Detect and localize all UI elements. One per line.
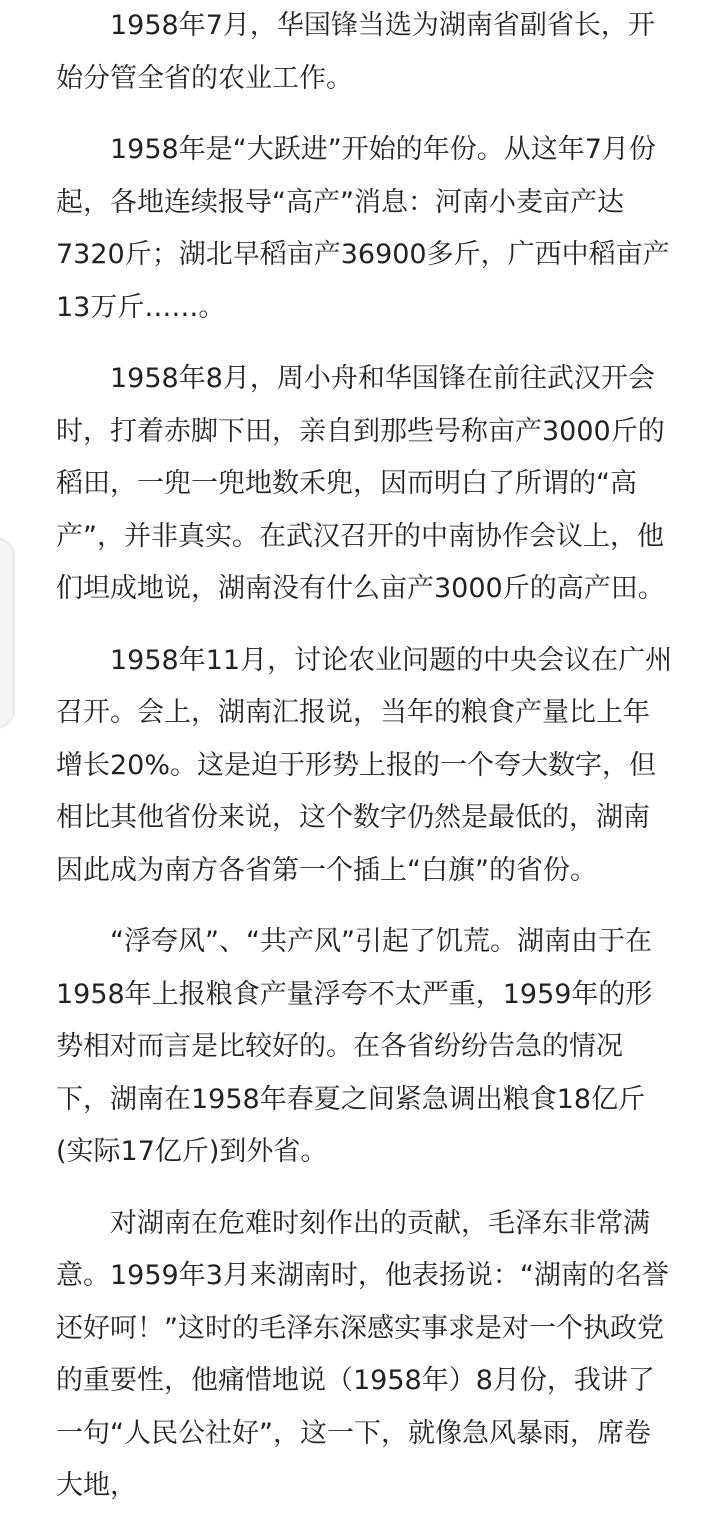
paragraph-3: 1958年8月，周小舟和华国锋在前往武汉开会时，打着赤脚下田，亲自到那些号称亩产3000斤的稻田，一兜一兜地数禾兜，因而明白了所谓的“高产”，并非真实。在武汉召开的中南协作会议上，他们坦成地说，湖南没有什么亩产3000斤的高产田。 [56, 363, 665, 604]
paragraph-5: “浮夸风”、“共产风”引起了饥荒。湖南由于在1958年上报粮食产量浮夸不太严重，1959年的形势相对而言是比较好的。在各省纷纷告急的情况下，湖南在1958年春夏之间紧急调出粮食18亿斤(实际17亿斤)到外省。 [56, 926, 653, 1167]
side-drawer-handle[interactable] [0, 538, 14, 728]
paragraph-6: 对湖南在危难时刻作出的贡献，毛泽东非常满意。1959年3月来湖南时，他表扬说：“湖南的名誉还好呵！”这时的毛泽东深感实事求是对一个执政党的重要性，他痛惜地说（1958年）8月份，我讲了一句“人民公社好”，这一下，就像急风暴雨，席卷大地， [56, 1207, 669, 1501]
article-body [56, 0, 676, 1513]
paragraph-1: 1958年7月，华国锋当选为湖南省副省长，开始分管全省的农业工作。 [56, 10, 655, 94]
paragraph-4: 1958年11月，讨论农业问题的中央会议在广州召开。会上，湖南汇报说，当年的粮食产量比上年增长20%。这是迫于形势上报的一个夸大数字，但相比其他省份来说，这个数字仍然是最低的，湖南因此成为南方各省第一个插上“白旗”的省份。 [56, 644, 673, 886]
paragraph-2: 1958年是“大跃进”开始的年份。从这年7月份起，各地连续报导“高产”消息：河南小麦亩产达7320斤；湖北早稻亩产36900多斤，广西中稻亩产13万斤……。 [56, 134, 670, 323]
